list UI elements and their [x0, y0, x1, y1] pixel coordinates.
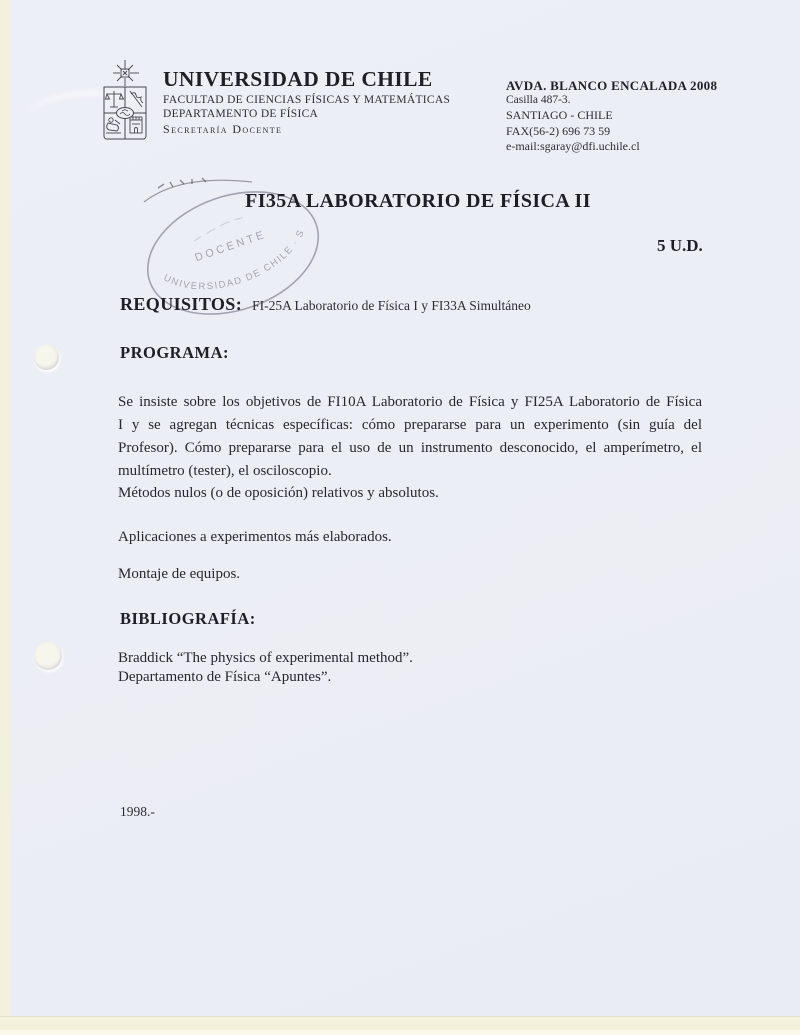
requisitos-row: [120, 294, 531, 315]
bibliografia-item: Departamento de Física “Apuntes”.: [118, 669, 332, 685]
programa-line: Se insiste sobre los objetivos de FI10A Laboratorio de Física y FI25A Laboratorio de Física: [118, 394, 702, 410]
scanner-edge-bottom-highlight: [0, 1030, 800, 1035]
course-title: FI35A LABORATORIO DE FÍSICA II: [245, 190, 591, 212]
bibliografia-heading: BIBLIOGRAFÍA:: [120, 609, 256, 628]
bibliografia-item: Braddick “The physics of experimental method”.: [118, 650, 413, 666]
address-street: AVDA. BLANCO ENCALADA 2008: [506, 78, 718, 93]
university-name: UNIVERSIDAD DE CHILE: [163, 67, 433, 91]
programa-item: Montaje de equipos.: [118, 566, 241, 582]
department-name: DEPARTAMENTO DE FÍSICA: [163, 108, 319, 120]
programa-heading: PROGRAMA:: [120, 343, 229, 362]
letterhead: [163, 67, 450, 137]
stamp-center-word: DOCENTE: [193, 228, 269, 265]
office-name: Secretaría Docente: [163, 122, 283, 136]
requisitos-value: FI-25A Laboratorio de Física I y FI33A Simultáneo: [252, 298, 531, 313]
address-block: [506, 78, 717, 154]
programa-item: Aplicaciones a experimentos más elaborados.: [118, 529, 392, 545]
crest-sun: [113, 60, 139, 86]
programa-line: I y se agregan técnicas específicas: cómo prepararse para un experimento (sin guía del: [118, 417, 702, 433]
course-credits: 5 U.D.: [657, 236, 703, 255]
address-fax: FAX(56-2) 696 73 59: [506, 123, 611, 138]
punch-hole-bottom: [34, 642, 62, 670]
programa-line: multímetro (tester), el osciloscopio.: [118, 463, 332, 479]
university-crest-icon: [99, 58, 151, 144]
faculty-name: FACULTAD DE CIENCIAS FÍSICAS Y MATEMÁTICAS: [163, 94, 451, 106]
programa-paragraph: [118, 391, 702, 483]
scanner-edge-left: [0, 0, 9, 1035]
address-casilla: Casilla 487-3.: [506, 94, 571, 107]
programa-item: Métodos nulos (o de oposición) relativos y absolutos.: [118, 485, 439, 501]
year-note: 1998.-: [120, 804, 155, 819]
punch-hole-top: [34, 345, 59, 370]
programa-line: Profesor). Cómo prepararse para el uso de un instrumento desconocido, el amperímetro, el: [118, 440, 702, 456]
address-city: SANTIAGO - CHILE: [506, 108, 613, 123]
requisitos-label: REQUISITOS:: [120, 294, 243, 314]
stamp-ring-text: UNIVERSIDAD DE CHILE · S: [161, 227, 308, 293]
address-email: e-mail:sgaray@dfi.uchile.cl: [506, 138, 640, 153]
